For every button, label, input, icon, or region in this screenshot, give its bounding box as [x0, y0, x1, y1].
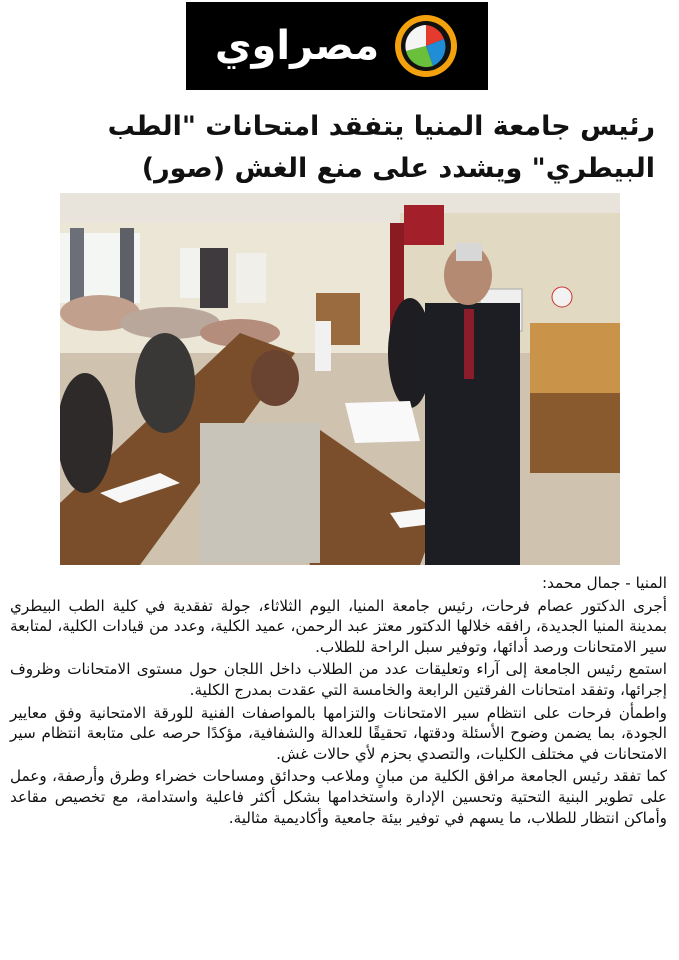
article-paragraph: كما تفقد رئيس الجامعة مرافق الكلية من مبانٍ وملاعب وحدائق ومساحات خضراء وطرق وأرصفة، وعمل على تطوير البنية التحتية وتحسين الإدارة واستخدامها بشكل أكثر فاعلية واستدامة، مع تخصيص مقاعد وأماكن انتظار للطلاب، ما يسهم في توفير بيئة جامعية وأكاديمية مثالية. [10, 767, 667, 827]
masrawy-logo-icon [393, 13, 459, 79]
masrawy-logo [186, 2, 488, 90]
article-body [10, 573, 667, 830]
article-byline: المنيا - جمال محمد: [541, 574, 667, 592]
exam-hall-photo [60, 193, 620, 565]
article-paragraph: أجرى الدكتور عصام فرحات، رئيس جامعة المنيا، اليوم الثلاثاء، جولة تفقدية في كلية الطب البيطري بمدينة المنيا الجديدة، رافقه خلالها الدكتور معتز عبد الرحمن، عميد الكلية، وعدد من قيادات الكلية، لمتابعة سير الامتحانات ورصد أدائها، وتوفير سبل الراحة للطلاب. [10, 596, 667, 656]
logo-wordmark: مصراوي [214, 23, 380, 69]
article-headline: رئيس جامعة المنيا يتفقد امتحانات "الطب البيطري" ويشدد على منع الغش (صور) [107, 111, 655, 184]
article-paragraph: استمع رئيس الجامعة إلى آراء وتعليقات عدد من الطلاب داخل اللجان حول مستوى الامتحانات وظروف إجرائها، وتفقد امتحانات الفرقتين الرابعة والخامسة التي عقدت بمدرج الكلية. [10, 660, 667, 699]
article-paragraph: واطمأن فرحات على انتظام سير الامتحانات والتزامها بالمواصفات الفنية للورقة الامتحانية وفق معايير الجودة، بما يضمن وضوح الأسئلة ودقتها، تحقيقًا للعدالة والشفافية، مؤكدًا حرصه على متابعة انتظام سير الامتحانات في مختلف الكليات، والتصدي بحزم لأي حالات غش. [10, 703, 667, 763]
